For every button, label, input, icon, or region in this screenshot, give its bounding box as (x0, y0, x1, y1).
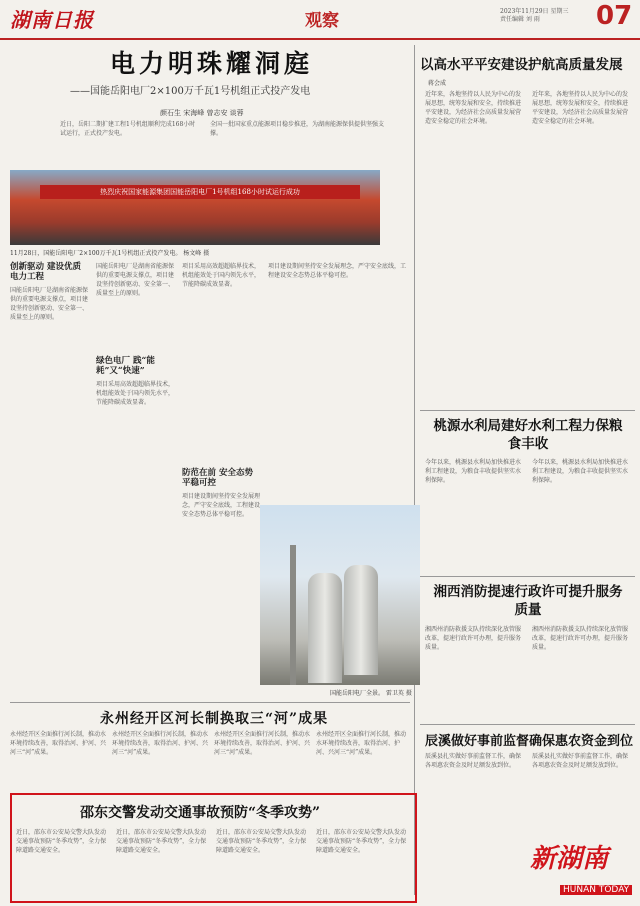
lead-headline: 电力明珠耀洞庭 (110, 49, 314, 78)
lead-column-2 (96, 262, 174, 680)
section-title: 绿色电厂 践“能耗”又“快速” (96, 356, 155, 376)
shaodong-text-cont: 近日，邵东市公安局交警大队发动交通事故预防“冬季攻势”，全力保障道路交通安全。 (216, 829, 307, 854)
lead-column-3 (182, 262, 260, 692)
cooling-tower (344, 565, 378, 675)
section-name: 观察 (305, 11, 339, 31)
xiangxi-text: 湘西州消防救援支队持续深化放管服改革，提速行政许可办理，提升服务质量。 (425, 626, 522, 651)
shaodong-text: 近日，邵东市公安局交警大队发动交通事故预防“冬季攻势”，全力保障道路交通安全。 (16, 829, 107, 854)
plant-photo-caption: 国能岳阳电厂全景。 雷卫英 摄 (330, 690, 412, 697)
paper-name: 湖南日报 (10, 8, 94, 32)
jiang-author: 蒋会成 (428, 80, 447, 87)
xiangxi-text-cont: 湘西州消防救援支队持续深化放管服改革，提速行政许可办理，提升服务质量。 (532, 626, 629, 651)
photo-banner: 热烈庆祝国家能源集团国能岳阳电厂1号机组168小时试运行成功 (40, 185, 360, 199)
xiangxi-headline: 湘西消防提速行政许可提升服务质量 (433, 584, 623, 618)
column-divider (414, 45, 415, 895)
section-text-cont: 项目建设期间坚持安全发展理念，严守安全底线，工程建设安全态势总体平稳可控。 (268, 263, 407, 279)
lead-byline: 颜石生 宋海峰 曾志安 谈蓉 (160, 109, 244, 117)
lead-photo-caption: 11月28日，国能岳阳电厂2×100万千瓦1号机组正式投产发电。 杨文峰 摄 (10, 250, 210, 257)
watermark-logo: 新湖南 (530, 844, 609, 874)
taohe-text-cont: 今年以来，桃源县水利局加快推进水利工程建设，为粮食丰收提供坚实水利保障。 (532, 459, 629, 484)
lead-text: 近日，岳阳二期扩建工程1号机组顺利完成168小时试运行，正式投产发电。 (60, 121, 196, 137)
yongzhou-text-cont: 永州经开区全面推行河长制，推动水环境持续改善，取得治河、护河、兴河三“河”成果。 (316, 731, 407, 756)
jiang-headline: 以高水平平安建设护航高质量发展 (420, 57, 623, 73)
story-divider (420, 576, 635, 577)
section-text-cont: 国能岳阳电厂是湖南省能源保供的重要电源支撑点，项目建设坚持创新驱动、安全第一、质量至上的原则。 (96, 263, 174, 297)
yongzhou-headline: 永州经开区河长制换取三“河”成果 (100, 711, 329, 727)
section-text: 国能岳阳电厂是湖南省能源保供的重要电源支撑点，项目建设坚持创新驱动、安全第一、质量至上的原则。 (10, 287, 88, 321)
jiang-text-cont: 近年来，各地坚持以人民为中心的发展思想，统筹发展和安全，持续推进平安建设，为经济社会高质量发展营造安全稳定的社会环境。 (532, 91, 629, 125)
cooling-tower (308, 573, 342, 683)
taohe-headline: 桃源水利局建好水利工程力保粮食丰收 (433, 418, 623, 452)
section-title: 创新驱动 建设优质电力工程 (10, 262, 81, 282)
section-title: 防范在前 安全态势平稳可控 (182, 468, 253, 488)
yongzhou-text-cont: 永州经开区全面推行河长制，推动水环境持续改善，取得治河、护河、兴河三“河”成果。 (112, 731, 209, 756)
header-date (500, 8, 568, 24)
story-divider (420, 410, 635, 411)
lead-column-4 (268, 262, 408, 492)
section-text: 项目采用高效超超临界技术，机组能效处于国内领先水平，节能降碳成效显著。 (96, 381, 174, 406)
chenxi-text-cont: 辰溪县扎实做好事前监督工作，确保各项惠农资金及时足额发放到位。 (532, 753, 629, 769)
story-divider (420, 724, 635, 725)
watermark-english: HUNAN TODAY (560, 885, 632, 895)
shaodong-text-cont: 近日，邵东市公安局交警大队发动交通事故预防“冬季攻势”，全力保障道路交通安全。 (116, 829, 207, 854)
lead-text-right: 全国一批国家重点能源项目稳步推进，为湖南能源保供提供坚强支撑。 (210, 121, 385, 137)
chenxi-headline: 辰溪做好事前监督确保惠农资金到位 (425, 734, 634, 749)
yongzhou-text-cont: 永州经开区全面推行河长制，推动水环境持续改善，取得治河、护河、兴河三“河”成果。 (214, 731, 311, 756)
chenxi-text: 辰溪县扎实做好事前监督工作，确保各项惠农资金及时足额发放到位。 (425, 753, 522, 769)
section-text-cont: 项目采用高效超超临界技术，机组能效处于国内领先水平，节能降碳成效显著。 (182, 263, 260, 288)
jiang-text: 近年来，各地坚持以人民为中心的发展思想，统筹发展和安全，持续推进平安建设，为经济社会高质量发展营造安全稳定的社会环境。 (425, 91, 522, 125)
lead-column-1 (10, 262, 88, 706)
lead-subheadline: ——国能岳阳电厂2×100万千瓦1号机组正式投产发电 (70, 86, 311, 97)
yongzhou-text: 永州经开区全面推行河长制，推动水环境持续改善，取得治河、护河、兴河三“河”成果。 (10, 731, 107, 756)
shaodong-headline: 邵东交警发动交通事故预防“冬季攻势” (80, 805, 321, 821)
editor-line: 责任编辑 刘 雨 (500, 16, 540, 23)
taohe-text: 今年以来，桃源县水利局加快推进水利工程建设，为粮食丰收提供坚实水利保障。 (425, 459, 522, 484)
lead-photo (10, 170, 380, 245)
power-plant-photo (260, 505, 420, 685)
chimney (290, 545, 296, 685)
section-text: 项目建设期间坚持安全发展理念，严守安全底线，工程建设安全态势总体平稳可控。 (182, 493, 260, 518)
date-line: 2023年11月29日 星期三 (500, 8, 569, 15)
page-number: 07 (596, 1, 633, 31)
shaodong-text-cont: 近日，邵东市公安局交警大队发动交通事故预防“冬季攻势”，全力保障道路交通安全。 (316, 829, 407, 854)
